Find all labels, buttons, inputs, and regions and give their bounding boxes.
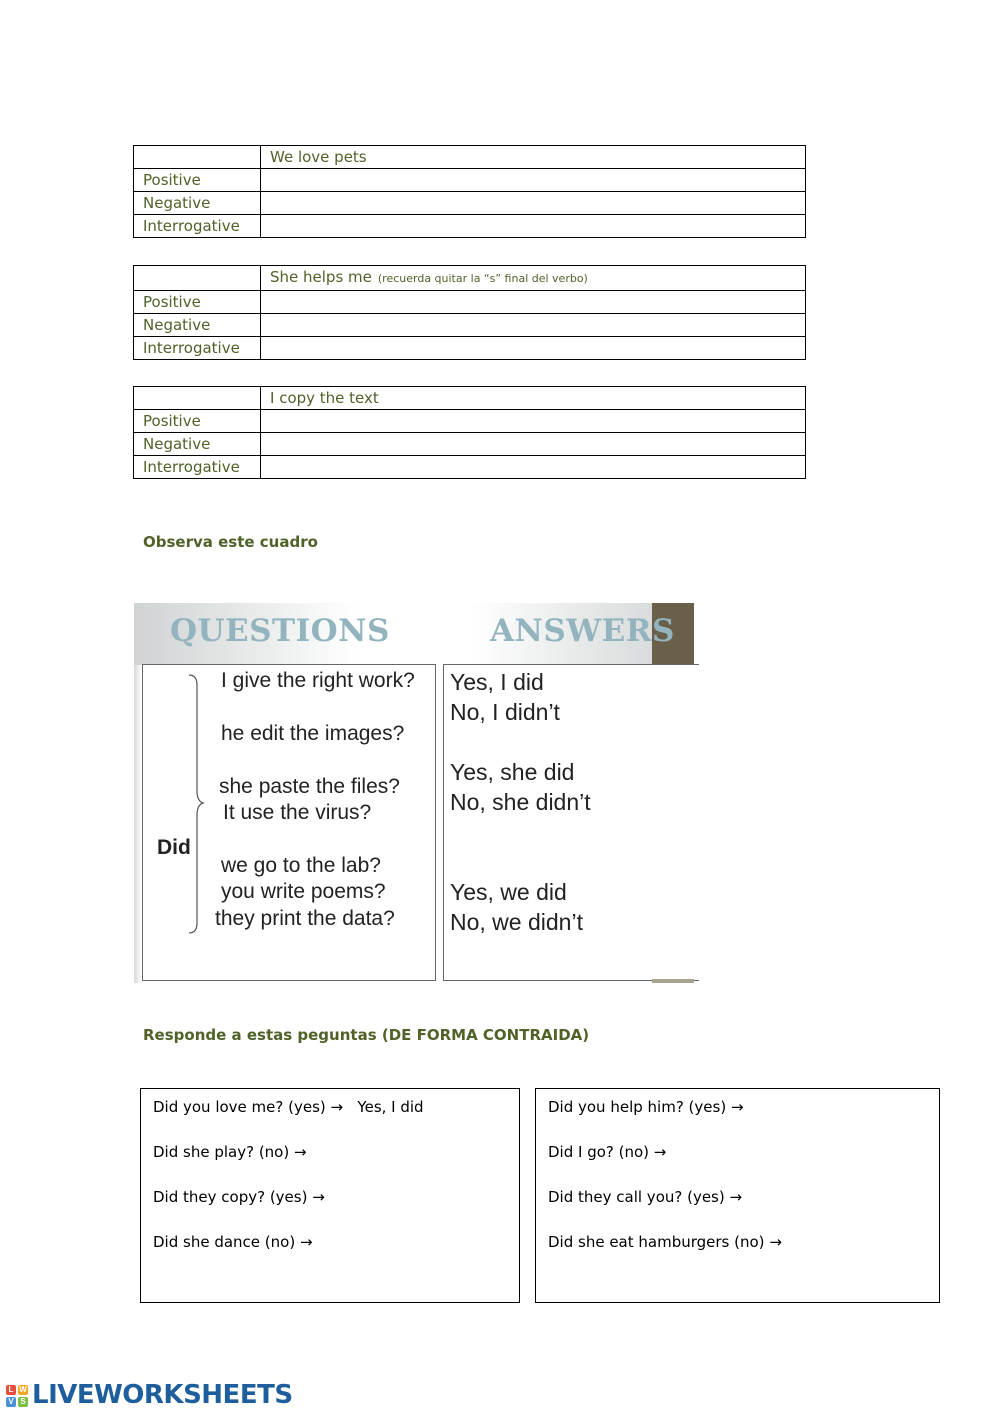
question-item (548, 1188, 742, 1206)
answers-title: ANSWERS (490, 613, 675, 649)
arrow-icon: → (729, 1188, 743, 1206)
logo-text: LIVEWORKSHEETS (32, 1380, 293, 1410)
table-row (134, 169, 806, 192)
question-text: Did they copy? (yes) (153, 1188, 308, 1206)
table-header-row (134, 387, 806, 410)
table-row (134, 337, 806, 360)
table-row (134, 456, 806, 479)
questions-answers-figure (134, 603, 694, 983)
arrow-icon: → (653, 1143, 667, 1161)
answer-cell[interactable] (261, 192, 806, 215)
answer-cell[interactable] (261, 314, 806, 337)
table-header-row (134, 266, 806, 291)
question-text: Did they call you? (yes) (548, 1188, 725, 1206)
answer-cell[interactable] (261, 456, 806, 479)
row-label: Interrogative (134, 337, 261, 360)
left-questions-box (140, 1088, 520, 1303)
question-text: Did she dance (no) (153, 1233, 296, 1251)
question-line: they print the data? (215, 907, 395, 930)
answer-line: Yes, I did (450, 669, 544, 695)
logo-tiles-icon: L W V S (6, 1385, 30, 1409)
conjugation-table-3 (133, 386, 806, 479)
table-row (134, 215, 806, 238)
answer-cell[interactable] (261, 215, 806, 238)
table-row (134, 192, 806, 215)
arrow-icon: → (730, 1098, 744, 1116)
answer-line: Yes, we did (450, 879, 567, 905)
answer-input[interactable]: Yes, I did (357, 1098, 424, 1116)
table-row (134, 433, 806, 456)
row-label: Negative (134, 192, 261, 215)
respond-heading: Responde a estas peguntas (DE FORMA CONTRAIDA) (143, 1026, 590, 1044)
right-questions-box (535, 1088, 940, 1303)
row-label: Interrogative (134, 456, 261, 479)
answer-line: No, she didn’t (450, 789, 591, 815)
table-row (134, 314, 806, 337)
conjugation-table-1 (133, 145, 806, 238)
answer-cell[interactable] (261, 291, 806, 314)
brace-icon (187, 673, 207, 935)
question-text: Did I go? (no) (548, 1143, 650, 1161)
table-row (134, 410, 806, 433)
question-line: he edit the images? (221, 722, 405, 745)
question-item (153, 1143, 307, 1161)
arrow-icon: → (330, 1098, 344, 1116)
answer-cell[interactable] (261, 337, 806, 360)
arrow-icon: → (299, 1233, 313, 1251)
answer-cell[interactable] (261, 169, 806, 192)
question-item (153, 1098, 424, 1116)
sentence-cell (261, 266, 806, 291)
question-text: Did she play? (no) (153, 1143, 290, 1161)
questions-box (142, 664, 436, 981)
figure-shadow (134, 665, 142, 983)
question-item (153, 1188, 325, 1206)
question-text: Did she eat hamburgers (no) (548, 1233, 765, 1251)
row-label: Negative (134, 433, 261, 456)
question-line: It use the virus? (223, 801, 372, 824)
answers-box (443, 664, 699, 981)
answer-line: Yes, she did (450, 759, 575, 785)
answer-line: No, we didn’t (450, 909, 583, 935)
question-line: I give the right work? (221, 669, 415, 692)
row-label: Positive (134, 410, 261, 433)
did-label: Did (157, 836, 191, 859)
sentence-text: She helps me (270, 268, 372, 286)
sentence-cell: We love pets (261, 146, 806, 169)
question-text: Did you love me? (yes) (153, 1098, 326, 1116)
conjugation-table-2 (133, 265, 806, 360)
arrow-icon: → (769, 1233, 782, 1251)
question-line: she paste the files? (219, 775, 400, 798)
row-label: Positive (134, 169, 261, 192)
table-row (134, 291, 806, 314)
question-item (153, 1233, 313, 1251)
question-item (548, 1098, 744, 1116)
answer-line: No, I didn’t (450, 699, 560, 725)
observe-heading: Observa este cuadro (143, 533, 318, 551)
row-label: Interrogative (134, 215, 261, 238)
question-line: we go to the lab? (221, 854, 381, 877)
question-line: you write poems? (221, 880, 386, 903)
table-header-row (134, 146, 806, 169)
answer-cell[interactable] (261, 433, 806, 456)
sentence-cell: I copy the text (261, 387, 806, 410)
answer-cell[interactable] (261, 410, 806, 433)
arrow-icon: → (293, 1143, 307, 1161)
row-label: Positive (134, 291, 261, 314)
question-item (548, 1233, 782, 1251)
row-label: Negative (134, 314, 261, 337)
figure-footer-bar (652, 979, 694, 983)
question-text: Did you help him? (yes) (548, 1098, 727, 1116)
questions-title: QUESTIONS (170, 613, 390, 649)
arrow-icon: → (312, 1188, 325, 1206)
question-item (548, 1143, 666, 1161)
sentence-note: (recuerda quitar la “s” final del verbo) (377, 272, 588, 285)
